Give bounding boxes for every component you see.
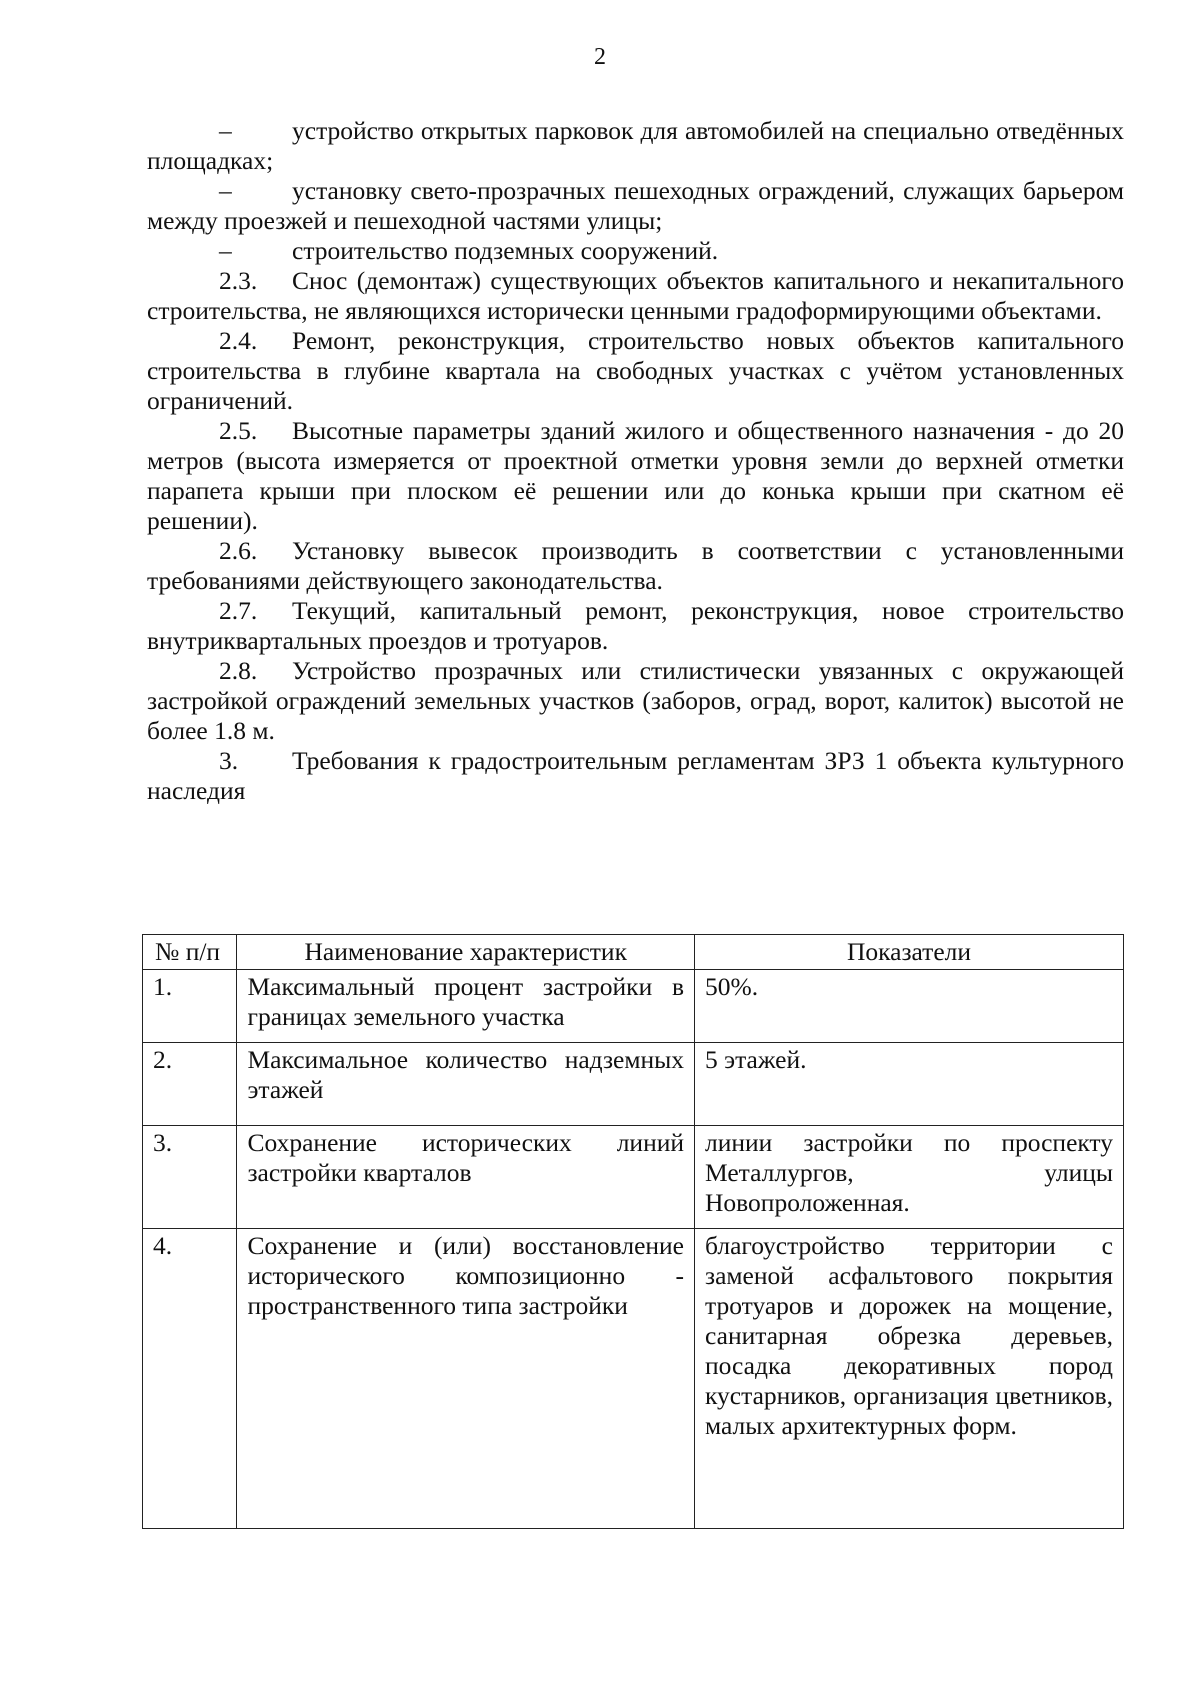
para-lead: 2.8.: [219, 656, 258, 685]
clause-2-7: [147, 596, 1124, 656]
clause-2-6: [147, 536, 1124, 596]
table-header-row: [143, 935, 1124, 970]
cell-num: 3.: [143, 1126, 237, 1229]
table-row: [143, 1229, 1124, 1529]
para-text: Снос (демонтаж) существующих объектов капитального и некапитального строительства, не являющихся исторически ценными градоформирующими объектами.: [147, 266, 1124, 325]
table-row: [143, 1043, 1124, 1126]
para-text: Установку вывесок производить в соответствии с установленными требованиями действующего законодательства.: [147, 536, 1124, 595]
regulations-table-wrapper: [142, 934, 1124, 1529]
para-text: Устройство прозрачных или стилистически увязанных с окружающей застройкой ограждений земельных участков (заборов, оград, ворот, калиток) высотой не более 1.8 м.: [147, 656, 1124, 745]
para-text: Высотные параметры зданий жилого и общественного назначения - до 20 метров (высота измеряется от проектной отметки уровня земли до верхней отметки парапета крыши при плоском её решении или до конька крыши при скатном её решении).: [147, 416, 1124, 535]
para-lead: 2.3.: [219, 266, 258, 295]
para-lead: –: [219, 176, 232, 205]
para-lead: 2.5.: [219, 416, 258, 445]
regulations-table: [142, 934, 1124, 1529]
cell-name: Сохранение и (или) восстановление исторического композиционно - пространственного типа застройки: [237, 1229, 695, 1529]
cell-value: 5 этажей.: [695, 1043, 1124, 1126]
cell-num: 1.: [143, 970, 237, 1043]
cell-value: благоустройство территории с заменой асфальтового покрытия тротуаров и дорожек на мощение, санитарная обрезка деревьев, посадка декоративных пород кустарников, организация цветников, малых архитектурных форм.: [695, 1229, 1124, 1529]
para-lead: –: [219, 116, 232, 145]
body-text: [147, 116, 1124, 806]
clause-2-8: [147, 656, 1124, 746]
header-name: Наименование характеристик: [237, 935, 695, 970]
para-text: Требования к градостроительным регламентам ЗРЗ 1 объекта культурного наследия: [147, 746, 1124, 805]
para-lead: 2.6.: [219, 536, 258, 565]
cell-name: Максимальное количество надземных этажей: [237, 1043, 695, 1126]
cell-value: линии застройки по проспекту Металлургов, улицы Новопроложенная.: [695, 1126, 1124, 1229]
clause-2-5: [147, 416, 1124, 536]
cell-name: Максимальный процент застройки в границах земельного участка: [237, 970, 695, 1043]
header-num: № п/п: [143, 935, 237, 970]
para-text: Текущий, капитальный ремонт, реконструкция, новое строительство внутриквартальных проездов и тротуаров.: [147, 596, 1124, 655]
para-lead: –: [219, 236, 232, 265]
cell-value: 50%.: [695, 970, 1124, 1043]
list-item-dash: [147, 116, 1124, 176]
para-text: установку свето-прозрачных пешеходных ограждений, служащих барьером между проезжей и пешеходной частями улицы;: [147, 176, 1124, 235]
table-row: [143, 970, 1124, 1043]
cell-num: 4.: [143, 1229, 237, 1529]
table-row: [143, 1126, 1124, 1229]
list-item-dash: [147, 236, 1124, 266]
page-number: 2: [594, 44, 606, 70]
para-lead: 2.7.: [219, 596, 258, 625]
clause-2-3: [147, 266, 1124, 326]
section-3-heading: [147, 746, 1124, 806]
para-text: строительство подземных сооружений.: [292, 236, 719, 265]
header-value: Показатели: [695, 935, 1124, 970]
clause-2-4: [147, 326, 1124, 416]
para-text: устройство открытых парковок для автомобилей на специально отведённых площадках;: [147, 116, 1124, 175]
list-item-dash: [147, 176, 1124, 236]
para-lead: 2.4.: [219, 326, 258, 355]
cell-num: 2.: [143, 1043, 237, 1126]
para-text: Ремонт, реконструкция, строительство новых объектов капитального строительства в глубине квартала на свободных участках с учётом установленных ограничений.: [147, 326, 1124, 415]
cell-name: Сохранение исторических линий застройки кварталов: [237, 1126, 695, 1229]
para-lead: 3.: [219, 746, 239, 775]
